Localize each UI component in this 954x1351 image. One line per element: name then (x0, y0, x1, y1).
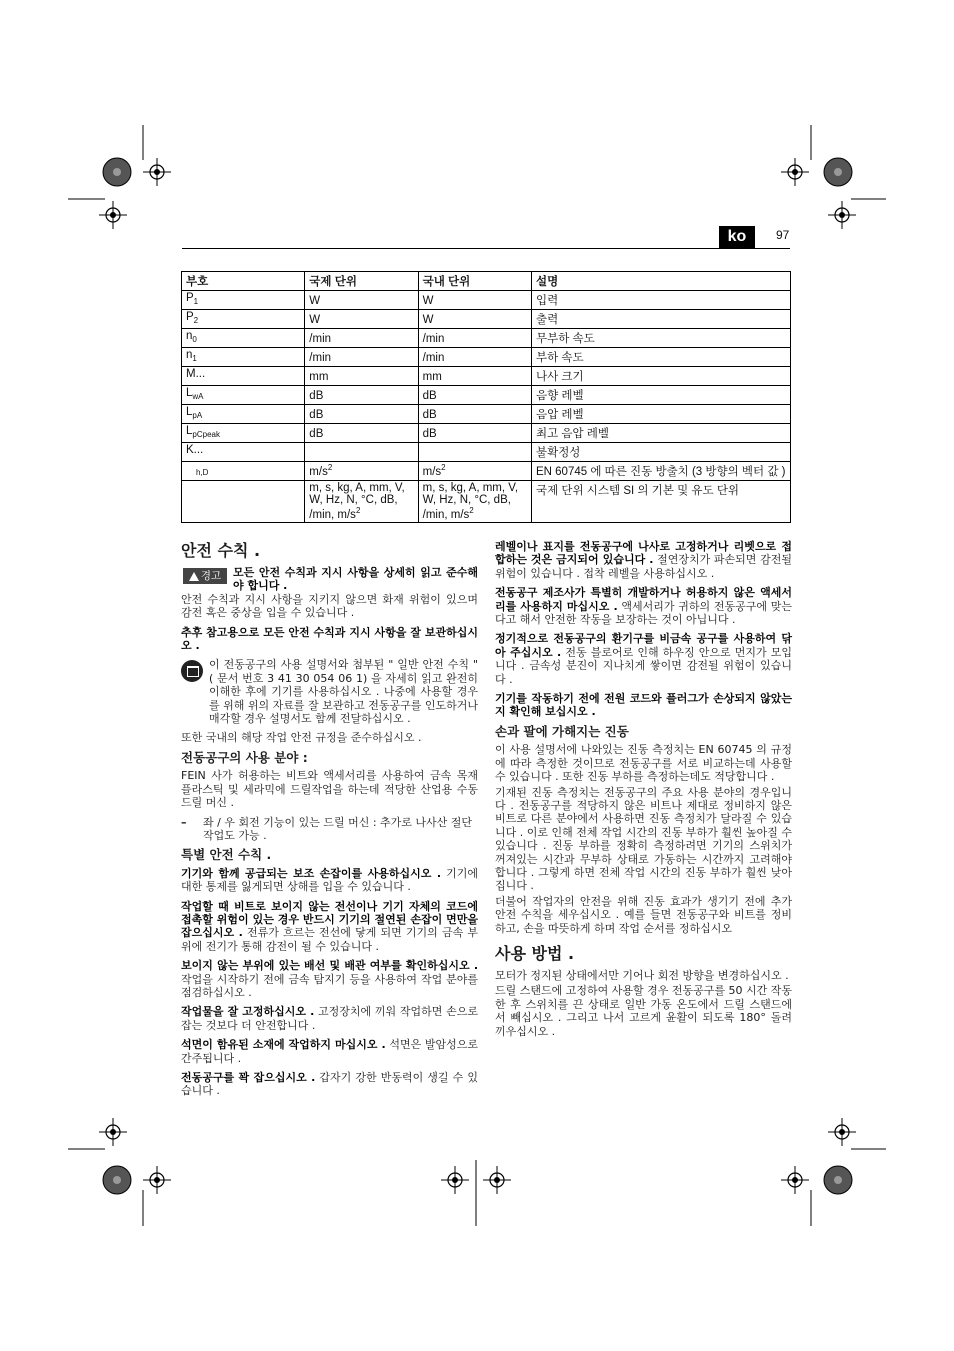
cell-text: dB (422, 428, 437, 440)
table-cell (418, 329, 531, 348)
safety-item (181, 1038, 478, 1065)
safety-item (495, 540, 792, 580)
special-safety-title: 특별 안전 수칙 . (181, 847, 272, 863)
cell-text: 나사 크기 (535, 371, 584, 383)
cell-subscript: pCpeak (192, 430, 220, 439)
table-row (182, 481, 791, 523)
cell-text: m/s (309, 466, 328, 478)
table-cell (182, 329, 305, 348)
usage-paragraph: 드릴 스탠드에 고정하여 사용할 경우 전동공구를 50 시간 작동한 후 스위치를 끈 상태로 일반 가동 온도에서 드릴 스탠드에서 빼십시오 . 그리고 나서 고르게 윤활이 되도록 180° 돌려 끼우십시오 . (495, 984, 792, 1038)
use-text: FEIN 사가 허용하는 비트와 액세서리를 사용하여 금속 목재 플라스틱 및 세라믹에 드릴작업을 하는데 적당한 산업용 수동 드릴 머신 . (181, 769, 478, 810)
table-cell (418, 348, 531, 367)
cell-text: P (186, 311, 194, 323)
table-cell (305, 405, 418, 424)
table-cell (182, 386, 305, 405)
cell-text: P (186, 292, 194, 304)
table-cell (182, 310, 305, 329)
safety-item-text: 전류가 흐르는 전선에 닿게 되면 기기의 금속 부위에 전기가 통해 감전이 될 수 있습니다 . (181, 926, 478, 953)
cell-text: /min (422, 352, 445, 364)
cell-text: W (309, 295, 321, 307)
table-row (182, 424, 791, 443)
safety-item (181, 959, 478, 999)
cell-text: L (186, 387, 193, 399)
cell-text: /min (309, 333, 332, 345)
cell-text: dB (309, 390, 324, 402)
safety-item (181, 1005, 478, 1032)
cell-text: K... (186, 444, 204, 456)
table-cell (418, 386, 531, 405)
safety-item-text: 갑자기 강한 반동력이 생길 수 있습니다 . (181, 1071, 478, 1098)
safety-item-text: 석면은 발암성으로 간주됩니다 . (181, 1038, 478, 1065)
cell-text: dB (309, 428, 324, 440)
vibration-paragraph: 더불어 작업자의 안전을 위해 진동 효과가 생기기 전에 추가 안전 수칙을 세우십시오 . 예를 들면 전동공구와 비트를 정비하고, 손을 따뜻하게 하며 작업 순서를 정하십시오 (495, 894, 792, 935)
cell-text: L (186, 425, 193, 437)
cell-text: L (186, 406, 193, 418)
safety-item (181, 1071, 478, 1098)
cell-text: /min (309, 352, 332, 364)
table-cell (182, 405, 305, 424)
left-column (181, 540, 478, 1104)
safety-item-text: 전동 블로어로 인해 하우징 안으로 먼지가 모입니다 . 금속성 분진이 지나치게 쌓이면 감전될 위험이 있습니다 . (495, 645, 793, 686)
right-column (495, 540, 792, 1044)
table-cell (182, 291, 305, 310)
table-row (182, 367, 791, 386)
safety-item-bold: 전동공구 제조사가 특별히 개발하거나 허용하지 않은 액세서리를 사용하지 마십시오 . (495, 586, 792, 613)
usage-title: 사용 방법 . (495, 943, 575, 963)
safety-item-text: 절연장치가 파손되면 감전될 위험이 있습니다 . 접착 레벨을 사용하십시오 . (495, 553, 792, 580)
cell-text: m, s, kg, A, mm, V, W, Hz, N, °C, dB, /min, m/s (309, 482, 405, 521)
safety-item (495, 632, 792, 686)
vibration-paragraph: 이 사용 설명서에 나와있는 진동 측정치는 EN 60745 의 규정에 따라 측정한 것이므로 전동공구를 서로 비교하는데 사용할 수 있습니다 . 또한 진동 부하를 측정하는데도 적당합니다 . (495, 743, 792, 784)
national-regulation-text: 또한 국내의 해당 작업 안전 규정을 준수하십시오 . (181, 731, 422, 745)
table-cell (305, 462, 418, 481)
table-cell (305, 424, 418, 443)
cell-subscript: 1 (193, 297, 199, 306)
keep-instructions-text: 추후 참고용으로 모든 안전 수칙과 지시 사항을 잘 보관하십시오 . (181, 625, 478, 653)
table-cell (305, 329, 418, 348)
table-row (182, 405, 791, 424)
cell-text: m, s, kg, A, mm, V, W, Hz, N, °C, dB, /min, m/s (422, 482, 519, 521)
table-cell (531, 443, 790, 462)
safety-item-text: 고정장치에 끼워 작업하면 손으로 잡는 것보다 더 안전합니다 . (181, 1005, 478, 1032)
table-cell (531, 386, 790, 405)
cell-text: 입력 (535, 295, 559, 307)
table-cell (531, 424, 790, 443)
cell-subscript: pA (192, 411, 203, 420)
safety-item-bold: 보이지 않는 부위에 있는 배선 및 배관 여부를 확인하십시오 . (181, 959, 478, 973)
list-item (181, 816, 478, 843)
cell-text: /min (422, 333, 445, 345)
table-cell (531, 367, 790, 386)
safety-title: 안전 수칙 . (181, 541, 261, 560)
cell-text: dB (309, 409, 324, 421)
table-cell (531, 348, 790, 367)
table-cell (182, 462, 305, 481)
warning-triangle-icon (189, 572, 199, 581)
table-cell (182, 481, 305, 523)
cell-text: M... (186, 368, 206, 380)
table-cell (305, 443, 418, 462)
cell-text: EN 60745 에 따른 진동 방출치 (3 방향의 벡터 값 ) (535, 466, 786, 478)
bullet-dash: – (181, 815, 187, 829)
table-cell (182, 443, 305, 462)
table-cell (418, 462, 531, 481)
safety-item-bold: 작업할 때 비트로 보이지 않는 전선이나 기기 자체의 코드에 접촉할 위험이 있는 경우 반드시 기기의 절연된 손잡이 면만을 잡으십시오 . (181, 899, 478, 940)
safety-item-bold: 기기와 함께 공급되는 보조 손잡이를 사용하십시오 . (181, 866, 441, 880)
table-row (182, 348, 791, 367)
page-number: 97 (776, 228, 790, 242)
table-cell (305, 367, 418, 386)
warning-bold-text: 모든 안전 수칙과 지시 사항을 상세히 읽고 준수해야 합니다 . (233, 566, 478, 593)
cell-text: 부하 속도 (535, 352, 584, 364)
warning-label: 경고 (200, 570, 222, 582)
cell-text: W (422, 295, 434, 307)
safety-item-bold: 레벨이나 표지를 전동공구에 나사로 고정하거나 리벳으로 접합하는 것은 금지되어 있습니다 . (495, 540, 792, 567)
units-table (181, 271, 791, 523)
table-cell (531, 405, 790, 424)
vibration-title: 손과 팔에 가해지는 진동 (495, 723, 629, 739)
vibration-paragraph: 기재된 진동 측정치는 전동공구의 주요 사용 분야의 경우입니다 . 전동공구를 적당하지 않은 비트나 제대로 정비하지 않은 비트로 다른 분야에서 사용하면 진동 측정치가 달라질 수 있습니다 . 이로 인해 전체 작업 시간의 진동 부하가 훨씬 높아질 수 있습니다 . 진동 부하를 정확히 측정하려면 기기의 스위치가 꺼져있는 시간과 무부하 상태로 가동하는 시간까지 고려해야 합니다 . 그렇게 하면 전체 작업 시간의 진동 부하가 훨씬 낮아집니다 . (495, 785, 792, 893)
cell-text: dB (422, 409, 437, 421)
cell-text: W (309, 314, 321, 326)
safety-item-text: 작업을 시작하기 전에 금속 탐지기 등을 사용하여 작업 분야를 점검하십시오 . (181, 972, 478, 999)
cell-superscript: 2 (327, 463, 333, 472)
cell-text: 국제 단위 시스템 SI 의 기본 및 유도 단위 (535, 485, 740, 497)
safety-item-bold: 석면이 함유된 소재에 작업하지 마십시오 . (181, 1038, 386, 1052)
table-cell (418, 424, 531, 443)
cell-text: n (186, 349, 193, 361)
language-badge: ko (719, 226, 755, 248)
safety-items-continued (495, 540, 792, 719)
warning-body-text: 안전 수칙과 지시 사항을 지키지 않으면 화재 위험이 있으며 감전 혹은 중상을 입을 수 있습니다 . (181, 592, 478, 620)
table-row (182, 443, 791, 462)
cell-text: 출력 (535, 314, 559, 326)
column-header: 국내 단위 (418, 272, 531, 291)
safety-item (495, 692, 792, 719)
table-cell (182, 424, 305, 443)
manual-reference-text: 이 전동공구의 사용 설명서와 첨부된 " 일반 안전 수칙 " ( 문서 번호 3 41 30 054 06 1) 을 자세히 읽고 완전히 이해한 후에 기기를 사용하십시오 . 나중에 사용할 경우를 위해 위의 자료를 잘 보관하고 전동공구를 인도하거나 매각할 경우 설명서도 함께 전달하십시오 . (209, 658, 478, 726)
table-cell (418, 481, 531, 523)
table-cell (418, 310, 531, 329)
table-cell (182, 348, 305, 367)
column-header: 국제 단위 (305, 272, 418, 291)
column-header: 부호 (182, 272, 305, 291)
cell-superscript: 2 (441, 463, 446, 472)
table-cell (531, 291, 790, 310)
table-cell (531, 462, 790, 481)
bullet-text: 좌 / 우 회전 기능이 있는 드릴 머신 : 추가로 나사산 절단작업도 가능 . (203, 815, 473, 842)
table-row (182, 386, 791, 405)
table-row (182, 291, 791, 310)
table-cell (418, 367, 531, 386)
cell-text: 무부하 속도 (535, 333, 595, 345)
cell-subscript: 2 (193, 316, 199, 325)
cell-text: W (422, 314, 434, 326)
table-cell (182, 367, 305, 386)
header-rule (182, 248, 790, 249)
cell-text: 불확정성 (535, 447, 581, 459)
table-cell (531, 310, 790, 329)
safety-item-bold: 작업물을 잘 고정하십시오 . (181, 1005, 315, 1019)
table-cell (305, 481, 418, 523)
table-cell (531, 481, 790, 523)
cell-text: m/s (422, 466, 442, 478)
cell-subscript: 0 (192, 335, 197, 344)
table-cell (305, 291, 418, 310)
table-row (182, 329, 791, 348)
safety-item-bold: 정기적으로 전동공구의 환기구를 비금속 공구를 사용하여 닦아 주십시오 . (495, 632, 792, 659)
cell-text: 최고 음압 레벨 (535, 428, 610, 440)
cell-text: dB (422, 390, 437, 402)
cell-superscript: 2 (469, 506, 474, 515)
safety-item-bold: 기기를 작동하기 전에 전원 코드와 플러그가 손상되지 않았는지 확인해 보십시오 . (495, 692, 792, 719)
table-cell (418, 443, 531, 462)
cell-text: 음압 레벨 (535, 409, 584, 421)
table-cell (305, 386, 418, 405)
cell-subscript: h,D (196, 468, 209, 477)
table-cell (418, 291, 531, 310)
safety-item (495, 586, 792, 626)
use-title: 전동공구의 사용 분야 : (181, 749, 308, 765)
table-cell (305, 348, 418, 367)
table-header-row (182, 272, 791, 291)
safety-item-text: 기기에 대한 통제를 잃게되면 상해를 입을 수 있습니다 . (181, 866, 478, 894)
safety-item-bold: 전동공구를 꽉 잡으십시오 . (181, 1071, 316, 1084)
cell-text: mm (422, 371, 442, 383)
table-cell (531, 329, 790, 348)
usage-paragraph: 모터가 정지된 상태에서만 기어나 회전 방향을 변경하십시오 . (495, 968, 789, 982)
table-row (182, 310, 791, 329)
cell-text: n (186, 330, 193, 342)
cell-superscript: 2 (355, 506, 361, 515)
cell-subscript: 1 (192, 354, 197, 363)
table-row (182, 462, 791, 481)
column-header: 설명 (531, 272, 790, 291)
special-safety-items (181, 867, 478, 1098)
read-manual-icon (181, 660, 203, 682)
safety-item (181, 900, 478, 954)
cell-text: 음향 레벨 (535, 390, 584, 402)
cell-text: mm (309, 371, 329, 383)
safety-item (181, 867, 478, 894)
table-cell (418, 405, 531, 424)
cell-subscript: wA (192, 392, 204, 401)
warning-badge (183, 568, 227, 584)
table-cell (305, 310, 418, 329)
safety-item-text: 액세서리가 귀하의 전동공구에 맞는다고 해서 안전한 작동을 보장하는 것이 아닙니다 . (495, 599, 792, 627)
